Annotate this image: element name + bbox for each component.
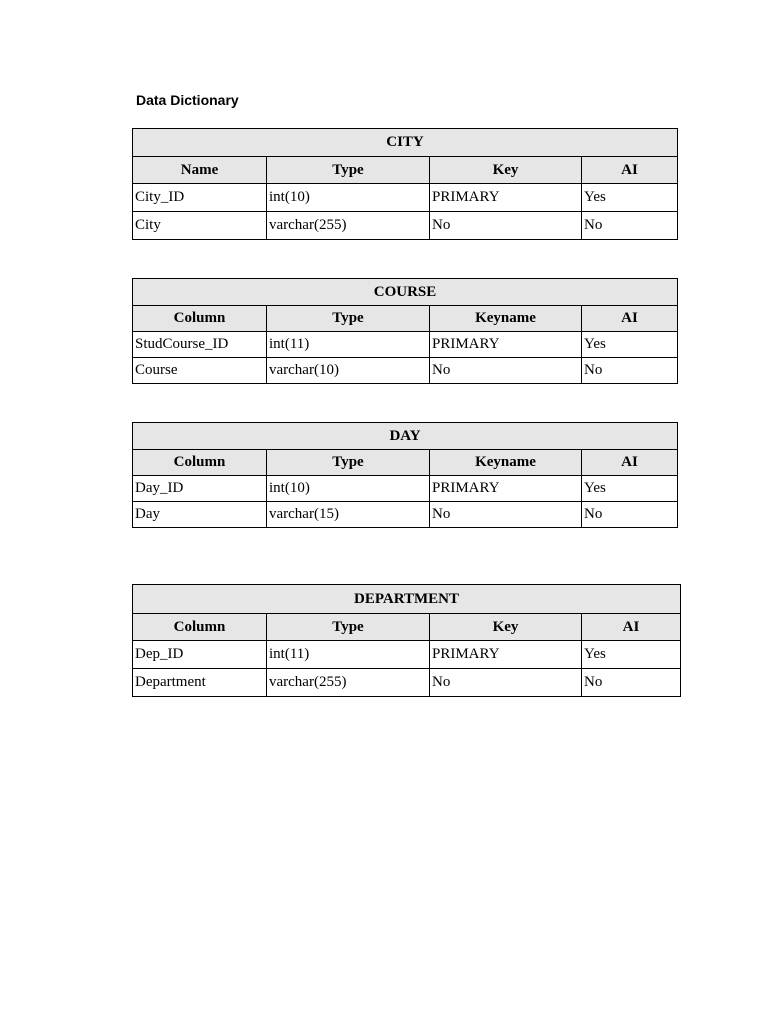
page-title: Data Dictionary bbox=[136, 92, 239, 108]
table-cell: Yes bbox=[582, 332, 678, 358]
table-cell: No bbox=[582, 358, 678, 384]
column-header: Column bbox=[133, 614, 267, 641]
table-cell: No bbox=[582, 212, 678, 240]
table-row bbox=[133, 502, 678, 528]
column-header: AI bbox=[582, 450, 678, 476]
column-header: Type bbox=[267, 157, 430, 184]
column-header: AI bbox=[582, 306, 678, 332]
column-header: Key bbox=[430, 157, 582, 184]
column-header: Column bbox=[133, 306, 267, 332]
table-row bbox=[133, 358, 678, 384]
column-header: Name bbox=[133, 157, 267, 184]
table-cell: StudCourse_ID bbox=[133, 332, 267, 358]
table-row bbox=[133, 212, 678, 240]
table-row bbox=[133, 476, 678, 502]
table-cell: No bbox=[430, 358, 582, 384]
table-title: CITY bbox=[133, 129, 678, 157]
table-cell: Yes bbox=[582, 641, 681, 669]
table-cell: No bbox=[430, 212, 582, 240]
table-cell: int(11) bbox=[267, 332, 430, 358]
table-title: COURSE bbox=[133, 279, 678, 306]
table-row bbox=[133, 669, 681, 697]
table-cell: int(11) bbox=[267, 641, 430, 669]
table-cell: int(10) bbox=[267, 184, 430, 212]
table-cell: No bbox=[582, 669, 681, 697]
table-cell: No bbox=[582, 502, 678, 528]
table-title: DEPARTMENT bbox=[133, 585, 681, 614]
table-cell: City bbox=[133, 212, 267, 240]
table-cell: PRIMARY bbox=[430, 641, 582, 669]
table-row bbox=[133, 332, 678, 358]
table-cell: No bbox=[430, 502, 582, 528]
column-header: Type bbox=[267, 306, 430, 332]
table-cell: Day bbox=[133, 502, 267, 528]
column-header: Type bbox=[267, 614, 430, 641]
column-header: Keyname bbox=[430, 306, 582, 332]
table-cell: No bbox=[430, 669, 582, 697]
table-cell: Department bbox=[133, 669, 267, 697]
column-header: Keyname bbox=[430, 450, 582, 476]
column-header: AI bbox=[582, 157, 678, 184]
city-table bbox=[132, 128, 678, 240]
department-table bbox=[132, 584, 681, 697]
table-cell: varchar(255) bbox=[267, 669, 430, 697]
table-cell: varchar(10) bbox=[267, 358, 430, 384]
table-cell: Yes bbox=[582, 476, 678, 502]
table-row bbox=[133, 184, 678, 212]
table-cell: varchar(255) bbox=[267, 212, 430, 240]
table-cell: Dep_ID bbox=[133, 641, 267, 669]
column-header: Column bbox=[133, 450, 267, 476]
column-header: AI bbox=[582, 614, 681, 641]
table-cell: Yes bbox=[582, 184, 678, 212]
table-cell: PRIMARY bbox=[430, 476, 582, 502]
table-cell: PRIMARY bbox=[430, 184, 582, 212]
table-row bbox=[133, 641, 681, 669]
column-header: Type bbox=[267, 450, 430, 476]
table-cell: PRIMARY bbox=[430, 332, 582, 358]
day-table bbox=[132, 422, 678, 528]
table-cell: Course bbox=[133, 358, 267, 384]
table-cell: int(10) bbox=[267, 476, 430, 502]
course-table bbox=[132, 278, 678, 384]
table-cell: varchar(15) bbox=[267, 502, 430, 528]
table-title: DAY bbox=[133, 423, 678, 450]
column-header: Key bbox=[430, 614, 582, 641]
table-cell: Day_ID bbox=[133, 476, 267, 502]
table-cell: City_ID bbox=[133, 184, 267, 212]
